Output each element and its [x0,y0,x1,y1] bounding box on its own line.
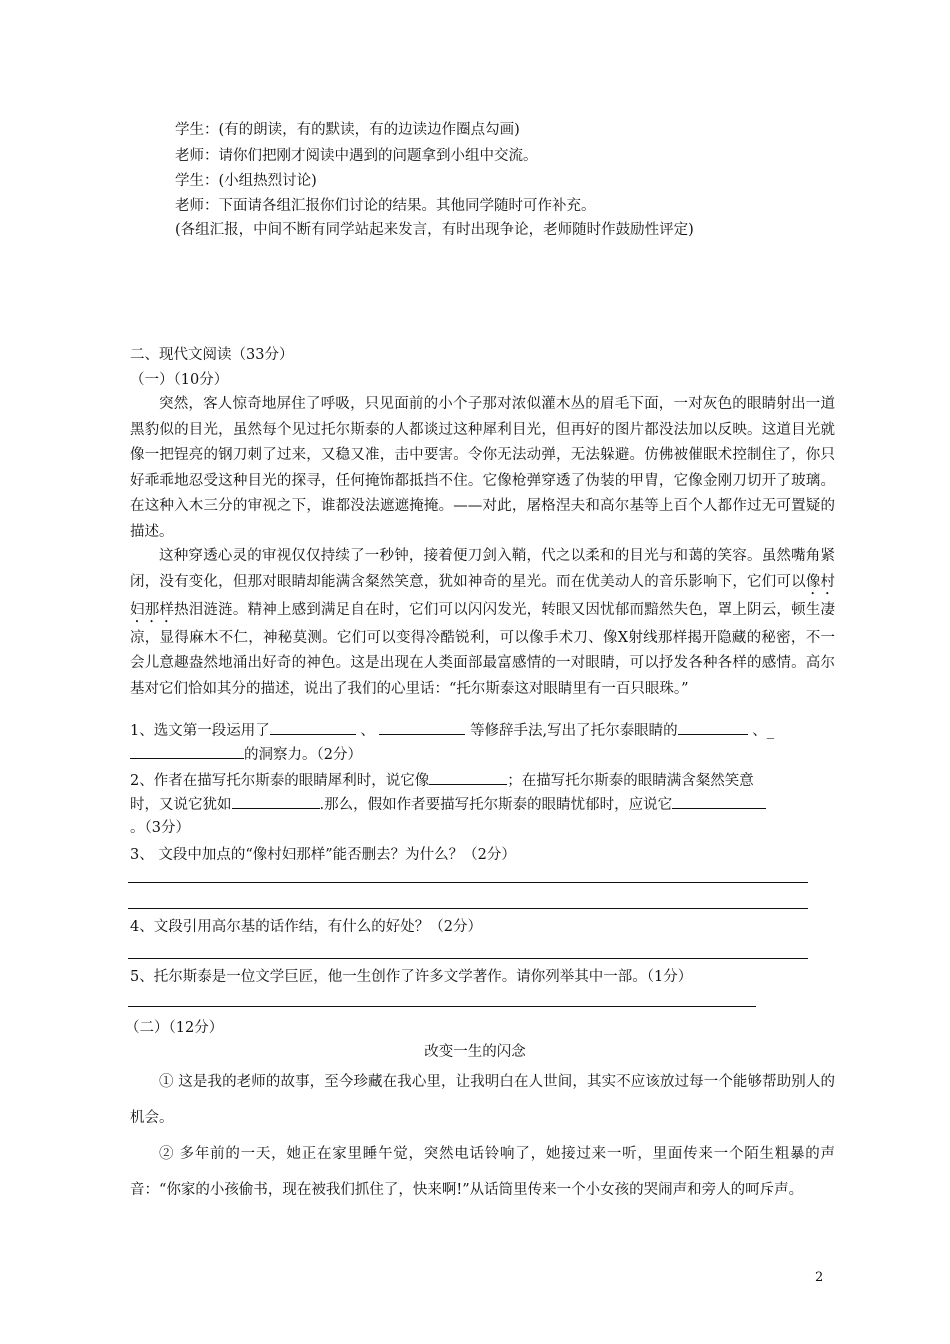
section-title: 二、现代文阅读（33分） [130,347,294,363]
dialogue-line: 学生：(小组热烈讨论) [175,173,317,189]
answer-line[interactable] [128,1006,756,1007]
part2-label: （二）（12分） [125,1020,224,1036]
answer-line[interactable] [128,882,808,883]
answer-blank[interactable] [678,720,748,735]
question-4: 4、文段引用高尔基的话作结，有什么的好处？（2分） [130,919,482,935]
dotted-phrase: 像村妇那样 [130,573,836,618]
answer-blank[interactable] [379,720,465,735]
question-1: 1、选文第一段运用了 、 等修辞手法,写出了托尔泰眼睛的 、_ [130,720,774,741]
article-title: 改变一生的闪念 [424,1044,526,1060]
dialogue-line: 学生：(有的朗读，有的默读，有的边读边作圈点勾画) [175,122,520,138]
question-5: 5、托尔斯泰是一位文学巨匠，他一生创作了许多文学著作。请你列举其中一部。（1分） [130,969,693,985]
story-paragraph-2: ② 多年前的一天，她正在家里睡午觉，突然电话铃响了，她接过来一听，里面传来一个陌生粗暴的声音：“你家的小孩偷书，现在被我们抓住了，快来啊!”从话筒里传来一个小女孩的哭闹声和旁人的呵斥声。 [130,1146,835,1198]
story-paragraph-1: ① 这是我的老师的故事，至今珍藏在我心里，让我明白在人世间，其实不应该放过每一个能够帮助别人的机会。 [130,1074,835,1126]
dialogue-line: 老师：下面请各组汇报你们讨论的结果。其他同学随时可作补充。 [175,198,596,214]
question-2-score: 。（3分） [130,820,190,836]
answer-blank[interactable] [270,720,356,735]
question-2: 2、作者在描写托尔斯泰的眼睛犀利时，说它像 ；在描写托尔斯泰的眼睛满含粲然笑意 [130,770,754,791]
answer-blank[interactable] [429,770,507,785]
question-3: 3、 文段中加点的“像村妇那样”能否删去？为什么？（2分） [130,847,516,863]
answer-blank[interactable] [672,794,766,809]
part1-label: （一）（10分） [130,372,229,388]
dialogue-line: (各组汇报，中间不断有同学站起来发言，有时出现争论，老师随时作鼓励性评定) [175,222,694,238]
dialogue-line: 老师：请你们把刚才阅读中遇到的问题拿到小组中交流。 [175,148,538,164]
question-2-cont: 时，又说它犹如 .那么，假如作者要描写托尔斯泰的眼睛忧郁时，应说它 [130,794,766,815]
answer-line[interactable] [128,908,808,909]
passage-paragraph-1: 突然，客人惊奇地屏住了呼吸，只见面前的小个子那对浓似灌木丛的眉毛下面，一对灰色的眼睛射出一道黑豹似的目光，虽然每个见过托尔斯泰的人都谈过这种犀利目光，但再好的图片都没法加以反映。这道目光就像一把锃亮的钢刀刺了过来，又稳又准，击中要害。令你无法动弹，无法躲避。仿佛被催眠术控制住了，你只好乖乖地忍受这种目光的探寻，任何掩饰都抵挡不住。它像枪弹穿透了伪装的甲胄，它像金刚刀切开了玻璃。在这种入木三分的审视之下，谁都没法遮遮掩掩。——对此，屠格涅夫和高尔基等上百个人都作过无可置疑的描述。 [130,396,835,540]
answer-blank[interactable] [130,744,244,759]
answer-line[interactable] [128,958,808,959]
answer-blank[interactable] [232,794,320,809]
question-1-cont: 的洞察力。（2分） [130,744,362,765]
page-number: 2 [815,1270,824,1285]
passage-paragraph-2: 这种穿透心灵的审视仅仅持续了一秒钟，接着便刀剑入鞘，代之以柔和的目光与和蔼的笑容。虽然嘴角紧闭，没有变化，但那对眼睛却能满含粲然笑意，犹如神奇的星光。而在优美动人的音乐影响下，它们可以像村妇那样热泪涟涟。精神上感到满足自在时，它们可以闪闪发光，转眼又因忧郁而黯然失色，罩上阴云，顿生凄凉，显得麻木不仁，神秘莫测。它们可以变得冷酷锐利，可以像手术刀、像X射线那样揭开隐藏的秘密，不一会儿意趣盎然地涌出好奇的神色。这是出现在人类面部最富感情的一对眼睛，可以抒发各种各样的感情。高尔基对它们恰如其分的描述，说出了我们的心里话：“托尔斯泰这对眼睛里有一百只眼珠。” [130,548,836,697]
